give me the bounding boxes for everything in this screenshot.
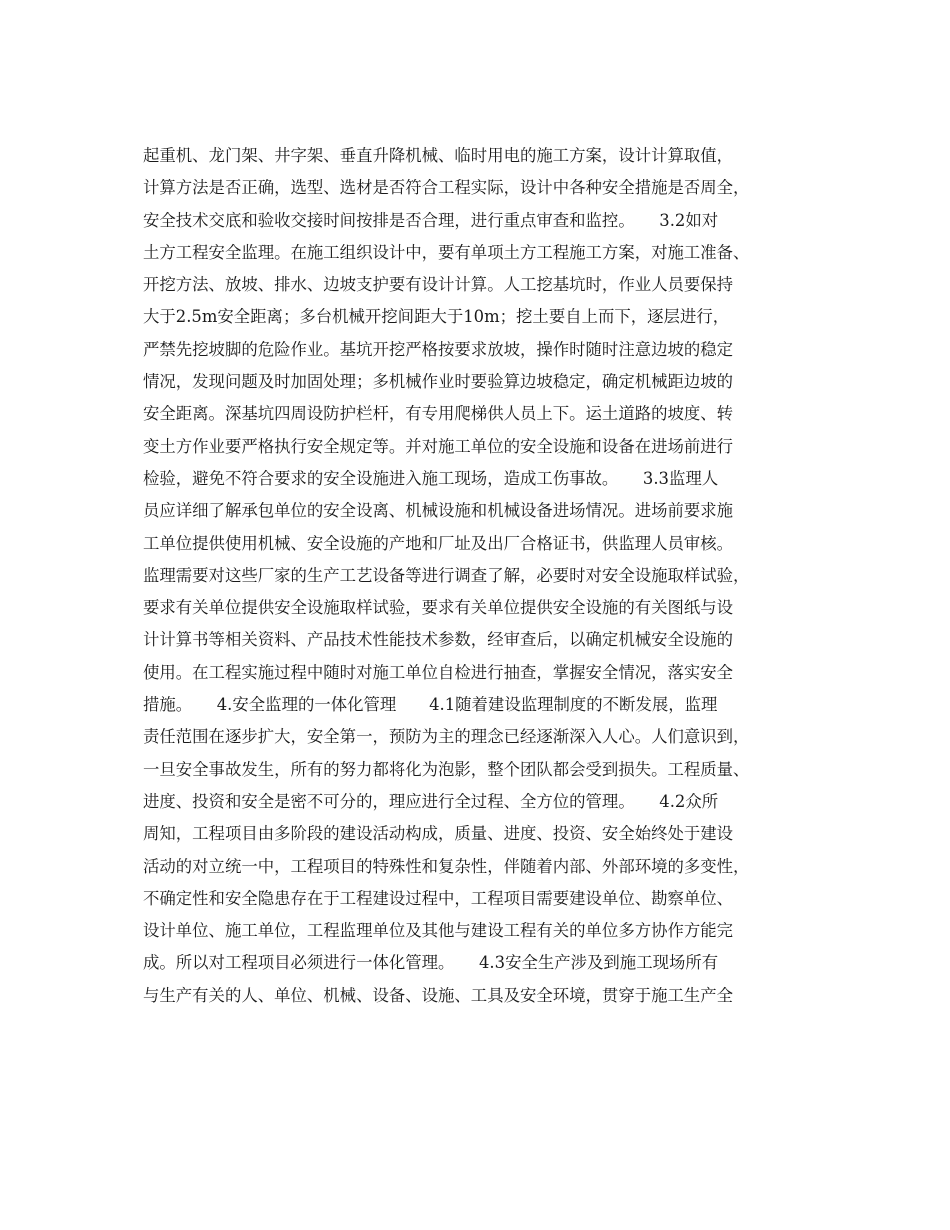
text-line-1: 起重机、龙门架、井字架、垂直升降机械、临时用电的施工方案，设计计算取值， xyxy=(143,146,734,165)
text-line-11: 检验，避免不符合要求的安全设施进入施工现场，造成工伤事故。 3.3监理人 xyxy=(143,468,719,488)
text-line-17: 使用。在工程实施过程中随时对施工单位自检进行抽查，掌握安全情况，落实安全 xyxy=(143,662,734,682)
text-line-5: 开挖方法、放坡、排水、边坡支护要有设计计算。人工挖基坑时，作业人员要保持 xyxy=(143,275,734,295)
text-line-21: 进度、投资和安全是密不可分的，理应进行全过程、全方位的管理。 4.2众所 xyxy=(143,791,719,811)
text-line-15: 要求有关单位提供安全设施取样试验，要求有关单位提供安全设施的有关图纸与设 xyxy=(143,598,734,618)
document-body-text xyxy=(143,140,823,1012)
text-line-14: 监理需要对这些厂家的生产工艺设备等进行调查了解，必要时对安全设施取样试验， xyxy=(143,565,750,585)
text-line-6: 大于2.5m安全距离；多台机械开挖间距大于10m；挖土要自上而下，逐层进行， xyxy=(143,307,730,327)
text-line-8: 情况，发现问题及时加固处理；多机械作业时要验算边坡稳定，确定机械距边坡的 xyxy=(143,372,734,392)
text-line-13: 工单位提供使用机械、安全设施的产地和厂址及出厂合格证书，供监理人员审核。 xyxy=(143,533,734,553)
text-line-12: 员应详细了解承包单位的安全设离、机械设施和机械设备进场情况。进场前要求施 xyxy=(143,501,734,521)
text-line-27: 与生产有关的人、单位、机械、设备、设施、工具及安全环境，贯穿于施工生产全 xyxy=(143,985,734,1005)
text-line-25: 设计单位、施工单位，工程监理单位及其他与建设工程有关的单位多方协作方能完 xyxy=(143,921,734,941)
text-line-3: 安全技术交底和验收交接时间按排是否合理，进行重点审查和监控。 3.2如对 xyxy=(143,210,719,230)
text-line-19: 责任范围在逐步扩大，安全第一，预防为主的理念已经逐渐深入人心。人们意识到， xyxy=(143,727,750,747)
text-line-2: 计算方法是否正确，选型、选材是否符合工程实际，设计中各种安全措施是否周全， xyxy=(143,178,750,198)
text-line-22: 周知，工程项目由多阶段的建设活动构成，质量、进度、投资、安全始终处于建设 xyxy=(143,824,734,844)
text-line-7: 严禁先挖坡脚的危险作业。基坑开挖严格按要求放坡，操作时随时注意边坡的稳定 xyxy=(143,339,734,359)
text-line-26: 成。所以对工程项目必须进行一体化管理。 4.3安全生产涉及到施工现场所有 xyxy=(143,953,719,973)
text-line-10: 变土方作业要严格执行安全规定等。并对施工单位的安全设施和设备在进场前进行 xyxy=(143,436,734,456)
text-line-23: 活动的对立统一中，工程项目的特殊性和复杂性，伴随着内部、外部环境的多变性， xyxy=(143,856,750,876)
text-line-18: 措施。 4.安全监理的一体化管理 4.1随着建设监理制度的不断发展，监理 xyxy=(143,695,718,715)
text-line-16: 计计算书等相关资料、产品技术性能技术参数，经审查后，以确定机械安全设施的 xyxy=(143,630,734,650)
text-line-20: 一旦安全事故发生，所有的努力都将化为泡影，整个团队都会受到损失。工程质量、 xyxy=(143,759,750,779)
text-line-9: 安全距离。深基坑四周设防护栏杆，有专用爬梯供人员上下。运土道路的坡度、转 xyxy=(143,404,734,424)
text-line-4: 土方工程安全监理。在施工组织设计中，要有单项土方工程施工方案，对施工准备、 xyxy=(143,242,750,262)
text-line-24: 不确定性和安全隐患存在于工程建设过程中，工程项目需要建设单位、勘察单位、 xyxy=(143,888,734,908)
